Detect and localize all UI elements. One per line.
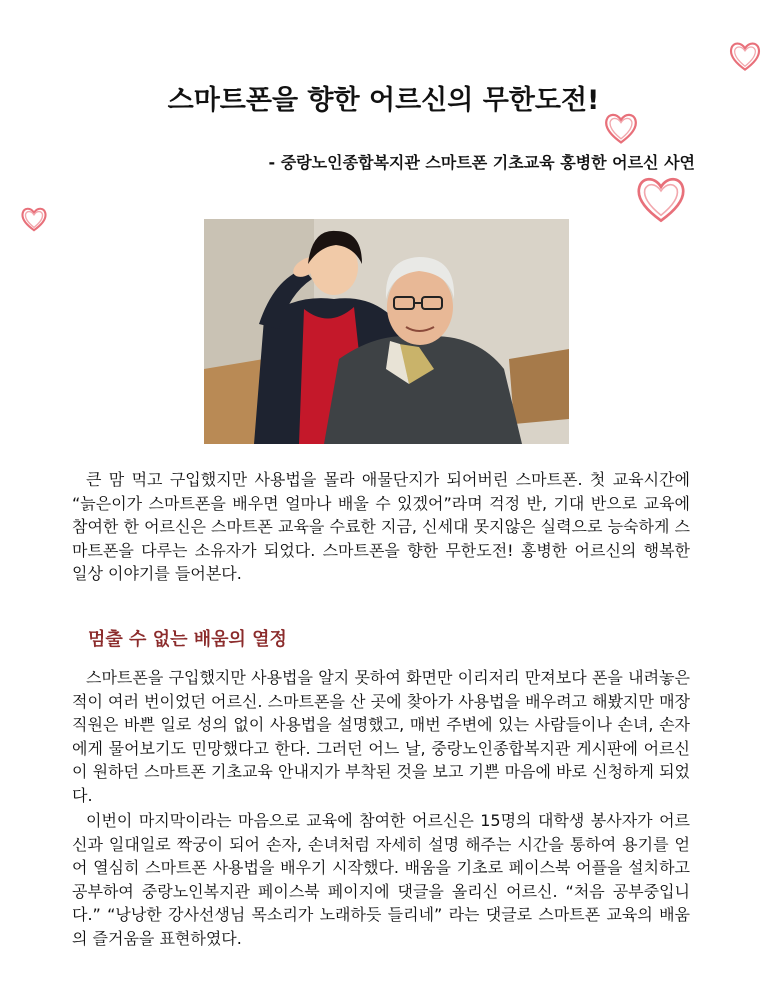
body-paragraph-1: 스마트폰을 구입했지만 사용법을 알지 못하여 화면만 이리저리 만져보다 폰을 내려놓은 적이 여러 번이었던 어르신. 스마트폰을 산 곳에 찾아가 사용법을 배우려고 해봤지만 매장 직원은 바쁜 일로 성의 없이 사용법을 설명했고, 매번 주변에 있는 사람들이나 손녀, 손자에게 물어보기도 민망했다고 한다. 그러던 어느 날, 중랑노인종합복지관 게시판에 어르신이 원하던 스마트폰 기초교육 안내지가 부착된 것을 보고 기쁜 마음에 바로 신청하게 되었다. xyxy=(72,668,690,805)
heart-icon xyxy=(20,204,48,234)
body-paragraph-2: 이번이 마지막이라는 마음으로 교육에 참여한 어르신은 15명의 대학생 봉사자가 어르신과 일대일로 짝궁이 되어 손자, 손녀처럼 자세히 설명 해주는 시간을 통하여 용기를 얻어 열심히 스마트폰 사용법을 배우기 시작했다. 배움을 기초로 페이스북 어플을 설치하고 공부하여 중랑노인복지관 페이스북 페이지에 댓글을 올리신 어르신. “처음 공부중입니다.” “낭낭한 강사선생님 목소리가 노래하듯 들리네” 라는 댓글로 스마트폰 교육의 배움의 즐거움을 표현하였다. xyxy=(72,811,690,948)
section-heading: 멈출 수 없는 배움의 열정 xyxy=(88,629,287,650)
photo xyxy=(204,219,569,444)
page-subtitle: - 중랑노인종합복지관 스마트폰 기초교육 홍병한 어르신 사연 xyxy=(268,153,695,172)
page-title: 스마트폰을 향한 어르신의 무한도전! xyxy=(167,85,600,116)
intro-paragraph: 큰 맘 먹고 구입했지만 사용법을 몰라 애물단지가 되어버린 스마트폰. 첫 교육시간에 “늙은이가 스마트폰을 배우면 얼마나 배울 수 있겠어”라며 걱정 반, 기대 반으로 교육에 참여한 한 어르신은 스마트폰 교육을 수료한 지금, 신세대 못지않은 실력으로 능숙하게 스마트폰을 다루는 소유자가 되었다. 스마트폰을 향한 무한도전! 홍병한 어르신의 행복한 일상 이야기를 들어본다. xyxy=(72,470,690,583)
heart-icon xyxy=(634,168,688,230)
heart-icon xyxy=(728,38,762,74)
